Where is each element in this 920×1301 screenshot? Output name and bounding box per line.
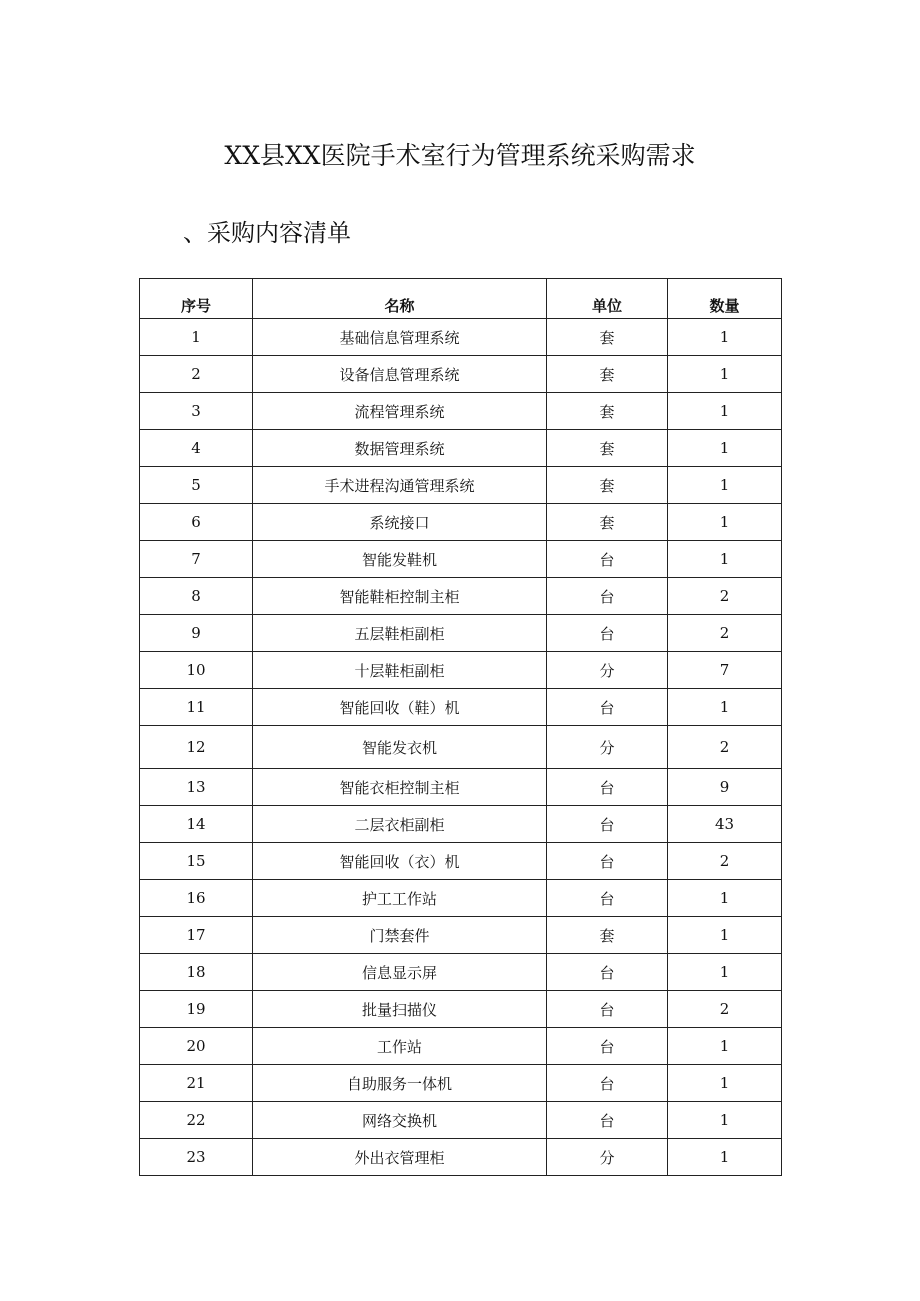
- cell-name: 护工工作站: [253, 880, 547, 917]
- cell-quantity: 7: [668, 652, 782, 689]
- cell-index: 23: [140, 1139, 253, 1176]
- cell-quantity: 2: [668, 991, 782, 1028]
- cell-index: 13: [140, 769, 253, 806]
- cell-unit: 台: [547, 541, 668, 578]
- cell-unit: 台: [547, 615, 668, 652]
- cell-name: 网络交换机: [253, 1102, 547, 1139]
- table-row: [140, 991, 782, 1028]
- cell-unit: 分: [547, 652, 668, 689]
- cell-name: 十层鞋柜副柜: [253, 652, 547, 689]
- table-row: [140, 467, 782, 504]
- cell-quantity: 1: [668, 880, 782, 917]
- cell-unit: 分: [547, 1139, 668, 1176]
- table-row: [140, 1065, 782, 1102]
- table-row: [140, 319, 782, 356]
- cell-index: 17: [140, 917, 253, 954]
- cell-index: 14: [140, 806, 253, 843]
- cell-unit: 台: [547, 1065, 668, 1102]
- cell-index: 1: [140, 319, 253, 356]
- cell-unit: 套: [547, 917, 668, 954]
- table-row: [140, 1139, 782, 1176]
- cell-unit: 台: [547, 1028, 668, 1065]
- cell-name: 智能发鞋机: [253, 541, 547, 578]
- cell-name: 工作站: [253, 1028, 547, 1065]
- document-title: XX县XX医院手术室行为管理系统采购需求: [224, 141, 696, 170]
- cell-quantity: 2: [668, 578, 782, 615]
- cell-quantity: 43: [668, 806, 782, 843]
- table-row: [140, 504, 782, 541]
- table-row: [140, 726, 782, 769]
- cell-unit: 台: [547, 578, 668, 615]
- cell-quantity: 1: [668, 541, 782, 578]
- cell-unit: 台: [547, 954, 668, 991]
- cell-quantity: 2: [668, 726, 782, 769]
- cell-quantity: 2: [668, 615, 782, 652]
- cell-name: 系统接口: [253, 504, 547, 541]
- table-row: [140, 843, 782, 880]
- cell-index: 11: [140, 689, 253, 726]
- cell-unit: 台: [547, 689, 668, 726]
- table-row: [140, 806, 782, 843]
- cell-name: 设备信息管理系统: [253, 356, 547, 393]
- cell-unit: 套: [547, 430, 668, 467]
- cell-quantity: 1: [668, 430, 782, 467]
- section-heading: 、采购内容清单: [183, 219, 351, 247]
- cell-unit: 套: [547, 467, 668, 504]
- header-unit: 单位: [547, 279, 668, 319]
- cell-name: 智能鞋柜控制主柜: [253, 578, 547, 615]
- cell-name: 智能回收（衣）机: [253, 843, 547, 880]
- cell-quantity: 1: [668, 917, 782, 954]
- cell-name: 五层鞋柜副柜: [253, 615, 547, 652]
- cell-index: 8: [140, 578, 253, 615]
- cell-unit: 套: [547, 356, 668, 393]
- cell-name: 二层衣柜副柜: [253, 806, 547, 843]
- cell-index: 22: [140, 1102, 253, 1139]
- cell-index: 19: [140, 991, 253, 1028]
- cell-unit: 套: [547, 319, 668, 356]
- cell-name: 智能回收（鞋）机: [253, 689, 547, 726]
- cell-quantity: 1: [668, 504, 782, 541]
- cell-name: 智能发衣机: [253, 726, 547, 769]
- cell-name: 流程管理系统: [253, 393, 547, 430]
- table-row: [140, 393, 782, 430]
- cell-unit: 套: [547, 393, 668, 430]
- cell-unit: 台: [547, 806, 668, 843]
- cell-quantity: 1: [668, 319, 782, 356]
- cell-quantity: 1: [668, 1065, 782, 1102]
- cell-name: 批量扫描仪: [253, 991, 547, 1028]
- table-row: [140, 356, 782, 393]
- table-header-row: [140, 279, 782, 319]
- cell-name: 智能衣柜控制主柜: [253, 769, 547, 806]
- cell-index: 3: [140, 393, 253, 430]
- table-row: [140, 769, 782, 806]
- cell-quantity: 1: [668, 393, 782, 430]
- cell-unit: 台: [547, 769, 668, 806]
- table-row: [140, 689, 782, 726]
- cell-unit: 台: [547, 843, 668, 880]
- table-row: [140, 1102, 782, 1139]
- table-row: [140, 954, 782, 991]
- cell-index: 20: [140, 1028, 253, 1065]
- cell-unit: 套: [547, 504, 668, 541]
- table-row: [140, 430, 782, 467]
- cell-unit: 台: [547, 1102, 668, 1139]
- cell-quantity: 1: [668, 1028, 782, 1065]
- cell-index: 9: [140, 615, 253, 652]
- cell-name: 基础信息管理系统: [253, 319, 547, 356]
- procurement-table: [139, 278, 782, 1176]
- cell-quantity: 1: [668, 467, 782, 504]
- cell-name: 信息显示屏: [253, 954, 547, 991]
- cell-quantity: 1: [668, 954, 782, 991]
- table-row: [140, 880, 782, 917]
- table-row: [140, 615, 782, 652]
- cell-quantity: 1: [668, 1139, 782, 1176]
- cell-quantity: 9: [668, 769, 782, 806]
- cell-name: 门禁套件: [253, 917, 547, 954]
- cell-index: 16: [140, 880, 253, 917]
- table-row: [140, 652, 782, 689]
- cell-index: 4: [140, 430, 253, 467]
- table-row: [140, 917, 782, 954]
- cell-unit: 分: [547, 726, 668, 769]
- cell-index: 6: [140, 504, 253, 541]
- cell-quantity: 1: [668, 1102, 782, 1139]
- cell-name: 数据管理系统: [253, 430, 547, 467]
- cell-index: 21: [140, 1065, 253, 1102]
- table-row: [140, 1028, 782, 1065]
- cell-quantity: 2: [668, 843, 782, 880]
- cell-unit: 台: [547, 880, 668, 917]
- cell-index: 7: [140, 541, 253, 578]
- cell-index: 5: [140, 467, 253, 504]
- cell-quantity: 1: [668, 689, 782, 726]
- header-name: 名称: [253, 279, 547, 319]
- cell-index: 15: [140, 843, 253, 880]
- cell-name: 手术进程沟通管理系统: [253, 467, 547, 504]
- cell-unit: 台: [547, 991, 668, 1028]
- cell-name: 外出衣管理柜: [253, 1139, 547, 1176]
- table-row: [140, 541, 782, 578]
- header-index: 序号: [140, 279, 253, 319]
- cell-quantity: 1: [668, 356, 782, 393]
- cell-index: 18: [140, 954, 253, 991]
- header-quantity: 数量: [668, 279, 782, 319]
- cell-index: 12: [140, 726, 253, 769]
- cell-index: 10: [140, 652, 253, 689]
- cell-index: 2: [140, 356, 253, 393]
- cell-name: 自助服务一体机: [253, 1065, 547, 1102]
- table-row: [140, 578, 782, 615]
